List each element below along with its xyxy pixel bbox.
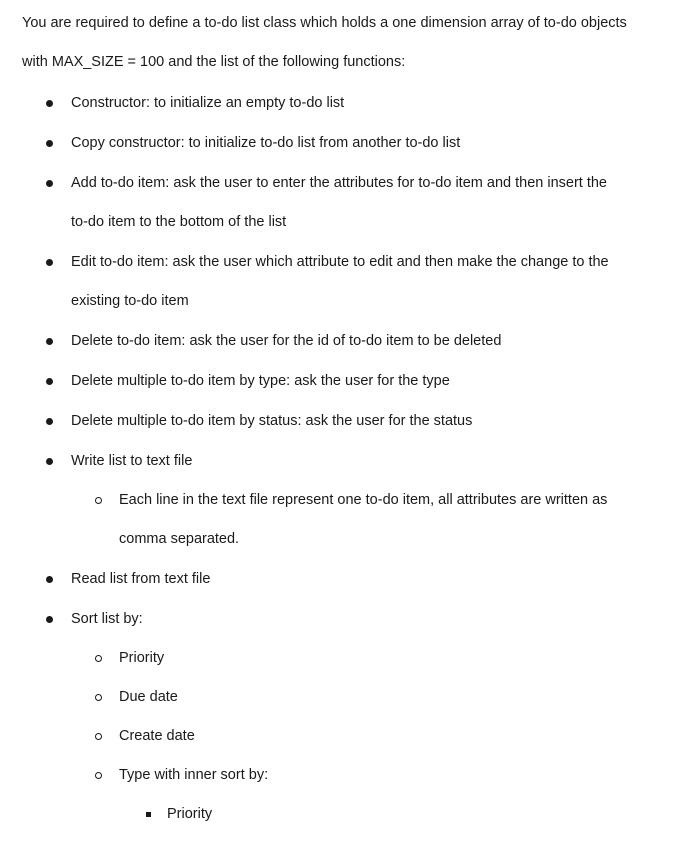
list-item-add-line-2: to-do item to the bottom of the list [71, 214, 287, 230]
sub-item-sort-create-date: Create date [119, 728, 195, 744]
bullet-icon [46, 458, 53, 465]
bullet-icon [46, 140, 53, 147]
sub-item-write-line-2: comma separated. [119, 531, 240, 547]
square-bullet-icon [146, 812, 151, 817]
list-item-edit-line-1: Edit to-do item: ask the user which attribute to edit and then make the change to the [71, 254, 609, 270]
list-item-delete: Delete to-do item: ask the user for the id of to-do item to be deleted [71, 333, 502, 349]
circle-bullet-icon [95, 655, 102, 662]
circle-bullet-icon [95, 497, 102, 504]
intro-line-1: You are required to define a to-do list class which holds a one dimension array of to-do objects [22, 15, 627, 31]
bullet-icon [46, 576, 53, 583]
sub-item-sort-priority: Priority [119, 650, 165, 666]
list-item-write-file: Write list to text file [71, 453, 193, 469]
bullet-icon [46, 338, 53, 345]
list-item-add-line-1: Add to-do item: ask the user to enter the attributes for to-do item and then insert the [71, 175, 607, 191]
list-item-delete-by-status: Delete multiple to-do item by status: ask the user for the status [71, 413, 473, 429]
circle-bullet-icon [95, 772, 102, 779]
bullet-icon [46, 259, 53, 266]
list-item-sort: Sort list by: [71, 611, 143, 627]
list-item-edit-line-2: existing to-do item [71, 293, 189, 309]
sub-item-sort-due-date: Due date [119, 689, 178, 705]
intro-line-2: with MAX_SIZE = 100 and the list of the following functions: [22, 54, 406, 70]
sub-sub-item-priority: Priority [167, 806, 213, 822]
bullet-icon [46, 616, 53, 623]
circle-bullet-icon [95, 694, 102, 701]
bullet-icon [46, 100, 53, 107]
sub-item-sort-type: Type with inner sort by: [119, 767, 269, 783]
list-item-delete-by-type: Delete multiple to-do item by type: ask the user for the type [71, 373, 450, 389]
bullet-icon [46, 378, 53, 385]
list-item-read-file: Read list from text file [71, 571, 211, 587]
list-item-copy-constructor: Copy constructor: to initialize to-do list from another to-do list [71, 135, 461, 151]
bullet-icon [46, 418, 53, 425]
list-item-constructor: Constructor: to initialize an empty to-do list [71, 95, 345, 111]
bullet-icon [46, 180, 53, 187]
circle-bullet-icon [95, 733, 102, 740]
sub-item-write-line-1: Each line in the text file represent one to-do item, all attributes are written as [119, 492, 608, 508]
